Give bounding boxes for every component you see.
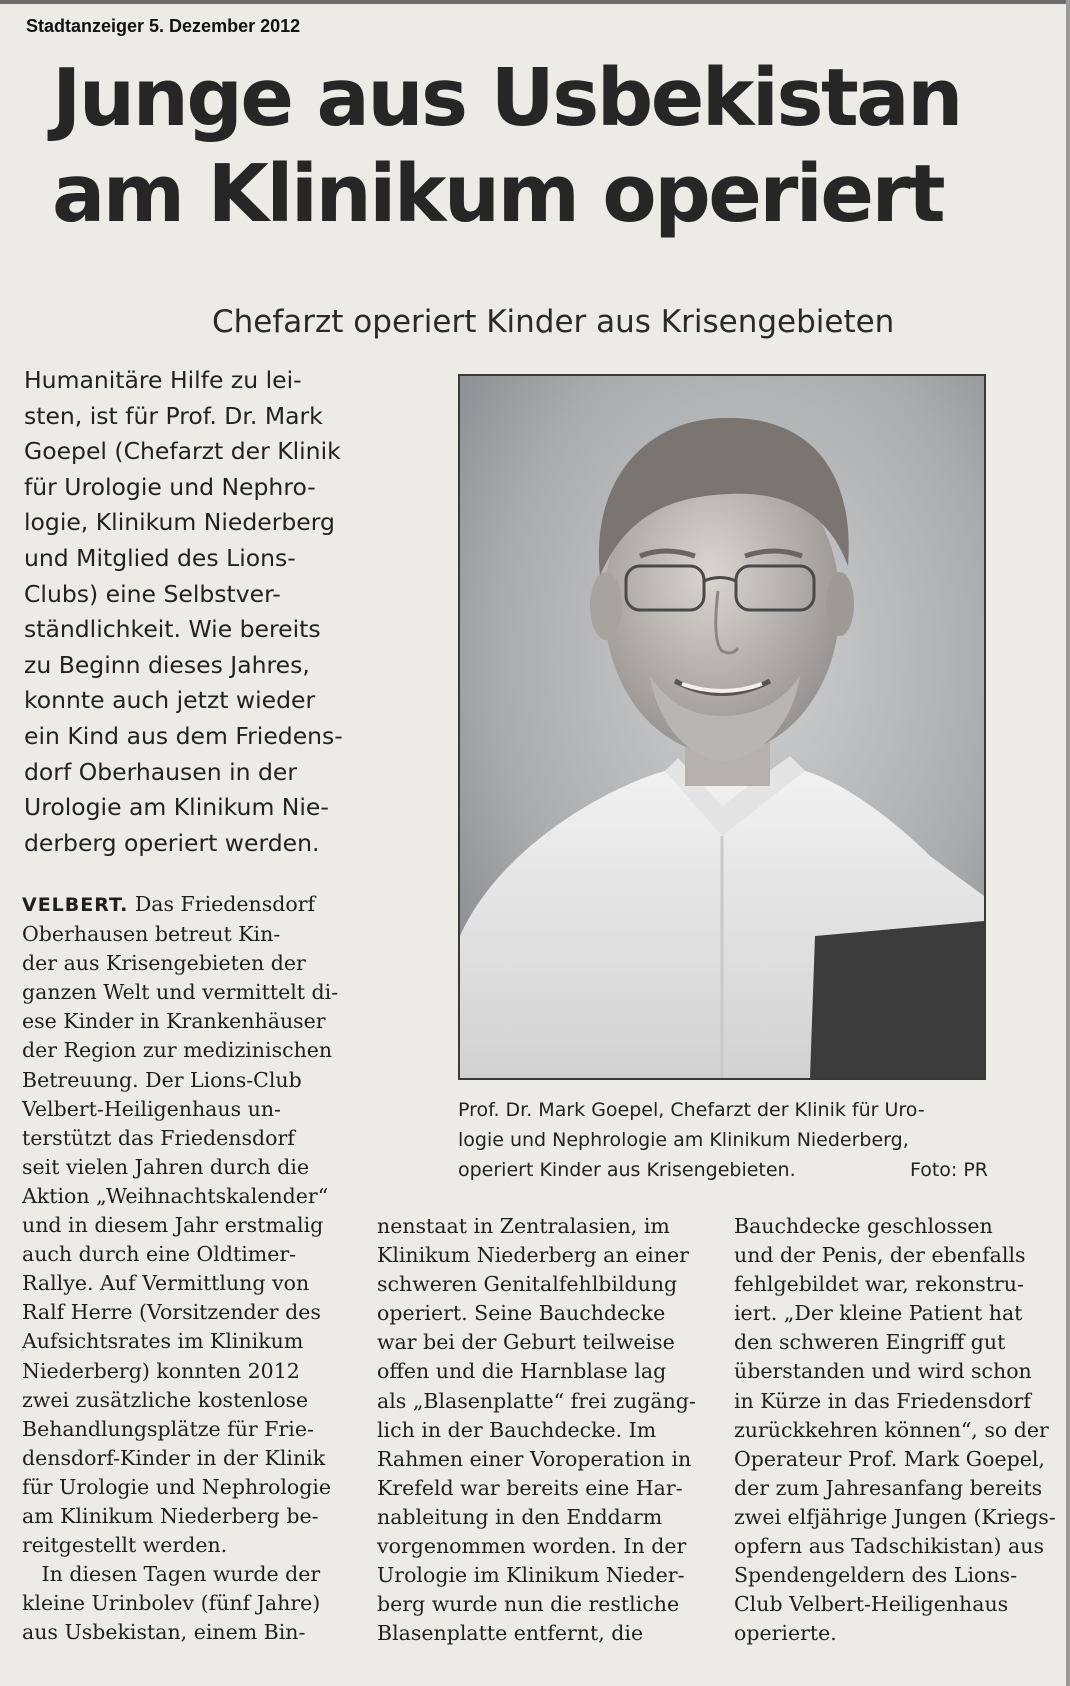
scan-edge-top — [0, 0, 1070, 4]
lead-line: sten, ist für Prof. Dr. Mark — [24, 401, 323, 430]
body-line: Club Velbert-Heiligenhaus — [734, 1592, 1009, 1617]
body-line: für Urologie und Nephrologie — [22, 1474, 332, 1499]
body-line: auch durch eine Oldtimer- — [22, 1242, 297, 1267]
caption-line-text: operiert Kinder aus Krisengebieten. — [458, 1159, 796, 1181]
body-line: Das Friedensdorf — [128, 892, 316, 916]
body-line: Krefeld war bereits eine Har- — [377, 1475, 683, 1500]
body-line: Behandlungsplätze für Frie- — [22, 1416, 314, 1441]
lead-line: Clubs) eine Selbstver- — [24, 579, 281, 608]
body-line: Niederberg) konnten 2012 — [22, 1358, 300, 1383]
body-line: der Region zur medizinischen — [22, 1038, 333, 1063]
body-line: Aktion „Weihnachtskalender“ — [22, 1183, 329, 1208]
body-line: lich in der Bauchdecke. Im — [377, 1417, 657, 1442]
scan-edge-right — [1066, 0, 1070, 1686]
body-line: den schweren Eingriff gut — [734, 1330, 1006, 1355]
body-line: densdorf-Kinder in der Klinik — [22, 1445, 326, 1470]
subheadline: Chefarzt operiert Kinder aus Krisengebieten — [212, 304, 895, 340]
body-line: Ralf Herre (Vorsitzender des — [22, 1300, 321, 1325]
body-line: ganzen Welt und vermittelt di- — [22, 980, 339, 1005]
body-line: am Klinikum Niederberg be- — [22, 1503, 319, 1528]
body-line: seit vielen Jahren durch die — [22, 1154, 310, 1179]
body-line: schweren Genitalfehlbildung — [377, 1272, 678, 1297]
body-line: operiert. Seine Bauchdecke — [377, 1301, 666, 1326]
body-line: zwei zusätzliche kostenlose — [22, 1387, 309, 1412]
body-line: nenstaat in Zentralasien, im — [377, 1214, 670, 1238]
lead-line: Goepel (Chefarzt der Klinik — [24, 437, 341, 466]
body-line: und der Penis, der ebenfalls — [734, 1243, 1026, 1268]
caption-line: logie und Nephrologie am Klinikum Niederberg, — [458, 1129, 909, 1151]
body-line: opfern aus Tadschikistan) aus — [734, 1534, 1044, 1559]
lead-line: ein Kind aus dem Friedens- — [24, 721, 343, 750]
body-line: Rahmen einer Voroperation in — [377, 1446, 692, 1471]
body-line: fehlgebildet war, rekonstru- — [734, 1272, 1024, 1297]
body-line: Oberhausen betreut Kin- — [22, 922, 281, 947]
lead-line: logie, Klinikum Niederberg — [24, 508, 335, 537]
body-line: vorgenommen worden. In der — [377, 1534, 687, 1559]
lead-line: Urologie am Klinikum Nie- — [24, 793, 329, 822]
dateline-line — [22, 890, 352, 920]
body-line: Spendengeldern des Lions- — [734, 1563, 1017, 1588]
body-line: nableitung in den Enddarm — [377, 1504, 663, 1529]
body-line: operierte. — [734, 1621, 837, 1646]
body-line: aus Usbekistan, einem Bin- — [22, 1620, 306, 1645]
dateline: VELBERT. — [22, 894, 129, 916]
body-line: Klinikum Niederberg an einer — [377, 1243, 689, 1268]
article-column-1 — [22, 890, 352, 1647]
lead-line: konnte auch jetzt wieder — [24, 686, 316, 715]
lead-line: für Urologie und Nephro- — [24, 472, 316, 501]
headline-line-1: Junge aus Usbekistan — [52, 52, 961, 144]
lead-line: dorf Oberhausen in der — [24, 757, 298, 786]
portrait-photo-image — [460, 376, 984, 1078]
lead-line: derberg operiert werden. — [24, 828, 320, 857]
body-line: ese Kinder in Krankenhäuser — [22, 1009, 326, 1034]
photo-credit: Foto: PR — [909, 1159, 988, 1181]
headline-line-2: am Klinikum operiert — [52, 148, 944, 240]
body-line: Velbert-Heiligenhaus un- — [22, 1096, 281, 1121]
body-line: Operateur Prof. Mark Goepel, — [734, 1446, 1045, 1471]
caption-line — [458, 1155, 988, 1185]
body-line: offen und die Harnblase lag — [377, 1359, 667, 1384]
body-line: terstützt das Friedensdorf — [22, 1125, 295, 1150]
body-line: zwei elfjährige Jungen (Kriegs- — [734, 1504, 1056, 1529]
body-line: Urologie im Klinikum Nieder- — [377, 1563, 685, 1588]
body-line: Aufsichtsrates im Klinikum — [22, 1329, 304, 1354]
body-line: iert. „Der kleine Patient hat — [734, 1301, 1023, 1326]
body-line: der zum Jahresanfang bereits — [734, 1475, 1043, 1500]
source-line: Stadtanzeiger 5. Dezember 2012 — [26, 16, 301, 36]
body-line: Rallye. Auf Vermittlung von — [22, 1271, 310, 1296]
body-line: In diesen Tagen wurde der — [22, 1562, 321, 1587]
photo-caption — [458, 1095, 988, 1185]
lead-line: ständlichkeit. Wie bereits — [24, 615, 321, 644]
body-line: zurückkehren können“, so der — [734, 1417, 1049, 1442]
portrait-photo — [458, 374, 986, 1080]
article-column-2 — [377, 1212, 707, 1648]
headline — [52, 50, 1042, 242]
body-line: kleine Urinbolev (fünf Jahre) — [22, 1591, 321, 1616]
body-line: Betreuung. Der Lions-Club — [22, 1067, 302, 1092]
body-line: reitgestellt werden. — [22, 1533, 228, 1558]
article-column-3 — [734, 1212, 1064, 1648]
lead-line: Humanitäre Hilfe zu lei- — [24, 366, 302, 394]
body-line: und in diesem Jahr erstmalig — [22, 1213, 324, 1238]
caption-line: Prof. Dr. Mark Goepel, Chefarzt der Klinik für Uro- — [458, 1099, 925, 1121]
lead-paragraph — [24, 363, 364, 861]
body-line: war bei der Geburt teilweise — [377, 1330, 675, 1355]
body-line: berg wurde nun die restliche — [377, 1592, 680, 1617]
body-line: Bauchdecke geschlossen — [734, 1214, 993, 1238]
body-line: überstanden und wird schon — [734, 1359, 1032, 1384]
body-line: Blasenplatte entfernt, die — [377, 1621, 644, 1646]
body-line: der aus Krisengebieten der — [22, 951, 306, 976]
body-line: als „Blasenplatte“ frei zugäng- — [377, 1388, 696, 1413]
lead-line: und Mitglied des Lions- — [24, 543, 296, 572]
body-line: in Kürze in das Friedensdorf — [734, 1388, 1031, 1413]
lead-line: zu Beginn dieses Jahres, — [24, 650, 310, 679]
